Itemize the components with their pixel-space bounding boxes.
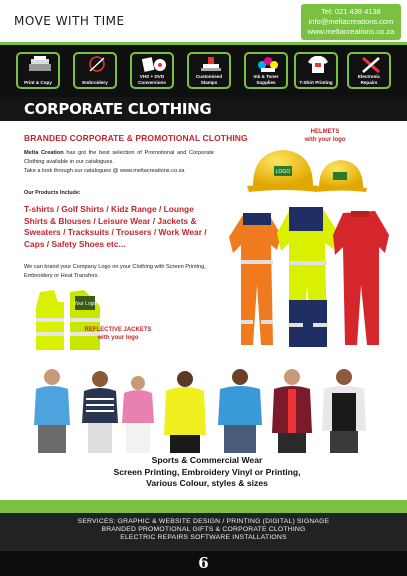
caption-line-3: Various Colour, styles & sizes: [146, 478, 268, 488]
model-5: [218, 369, 262, 453]
model-1: [34, 369, 70, 453]
models-photo-row: [30, 365, 390, 453]
footer-line-1: SERVICES: GRAPHIC & WEBSITE DESIGN / PRINTING (DIGITAL) SIGNAGE: [77, 518, 330, 525]
service-tshirt-printing: [294, 52, 338, 89]
caption-line-1: Sports & Commercial Wear: [151, 455, 263, 465]
model-4: [164, 371, 206, 453]
top-header: [0, 0, 407, 42]
footer-services: [0, 513, 407, 551]
contact-email[interactable]: info@meltacreations.com: [308, 17, 394, 26]
footer-accent-band: [0, 500, 407, 513]
brand-name: Melta Creation: [24, 150, 64, 156]
contact-website[interactable]: www.meltacreations.co.za: [307, 27, 395, 36]
helmets-caption-sub: with your logo: [304, 137, 346, 143]
service-stamps: [187, 52, 231, 89]
service-label: Customised Stamps: [195, 74, 223, 85]
catalogue-text: Take a look through our catalogues @: [24, 168, 120, 174]
workwear-overalls-image: [223, 205, 403, 355]
service-label: Print & Copy: [24, 79, 52, 85]
reflective-caption-sub: with your logo: [97, 335, 139, 341]
overall-red: [333, 211, 389, 345]
contact-box: [301, 4, 401, 40]
service-ink-toner: [244, 52, 288, 89]
intro-text: has got the best selection of Promotional and Corporate Clothing available in our catalogues.: [24, 150, 214, 165]
service-label: Electronic Repairs: [357, 74, 381, 85]
section-heading: BRANDED CORPORATE & PROMOTIONAL CLOTHING: [24, 133, 248, 143]
service-label: Embroidery: [82, 79, 108, 85]
service-electronic-repairs: [347, 52, 391, 89]
products-heading: Our Products Include:: [24, 190, 81, 196]
service-label: T-Shirt Printing: [299, 79, 333, 85]
helmet-logo-text: LOGO: [275, 169, 291, 175]
reflective-caption: [78, 326, 158, 342]
footer-line-3: ELECTRIC REPAIRS SOFTWARE INSTALLATIONS: [120, 534, 287, 542]
overall-yellow-navy: [277, 207, 337, 347]
bottom-caption: [92, 455, 322, 490]
page-number-bar: [0, 551, 407, 576]
contact-phone: Tel: 021 439 4138: [321, 7, 381, 16]
model-2: [82, 371, 118, 453]
vest-logo-text: Your Logo: [73, 301, 97, 307]
catalogue-link[interactable]: www.meltacreations.co.za: [119, 168, 185, 174]
page-title: CORPORATE CLOTHING: [24, 100, 212, 118]
reflective-vests-image: [34, 288, 104, 352]
branding-text: We can brand your Company Logo on your Clothing with Screen Printing, Embroidery or Heat Transfers.: [24, 264, 206, 279]
caption-line-2: Screen Printing, Embroidery Vinyl or Printing,: [113, 466, 301, 477]
helmets-caption-title: HELMETS: [310, 129, 340, 135]
tagline: MOVE WITH TIME: [14, 14, 125, 28]
products-list: T-shirts / Golf Shirts / Kidz Range / Lounge Shirts & Blouses / Leisure Wear / Jackets & Sweaters / Tracksuits / Trousers / Work Wear / Caps / Safety Shoes etc...: [24, 204, 207, 249]
service-print-copy: [16, 52, 60, 89]
page-number: 6: [198, 554, 209, 572]
footer-line-2: BRANDED PROMOTIONAL GIFTS & CORPORATE CLOTHING: [101, 526, 306, 534]
model-6: [272, 369, 312, 453]
services-icon-band: [0, 45, 407, 97]
intro-paragraph: [24, 149, 214, 176]
service-label: Ink & Toner Supplies: [253, 74, 279, 85]
title-bar: [0, 97, 407, 121]
model-7: [322, 369, 366, 453]
helmets-image: [245, 142, 385, 202]
overall-orange: [229, 213, 281, 345]
model-3: [122, 376, 154, 453]
service-label: VHS + DVD Conversions: [138, 74, 166, 85]
service-vhs-dvd: [130, 52, 174, 89]
reflective-caption-title: REFLECTIVE JACKETS: [84, 327, 152, 333]
service-embroidery: [73, 52, 117, 89]
